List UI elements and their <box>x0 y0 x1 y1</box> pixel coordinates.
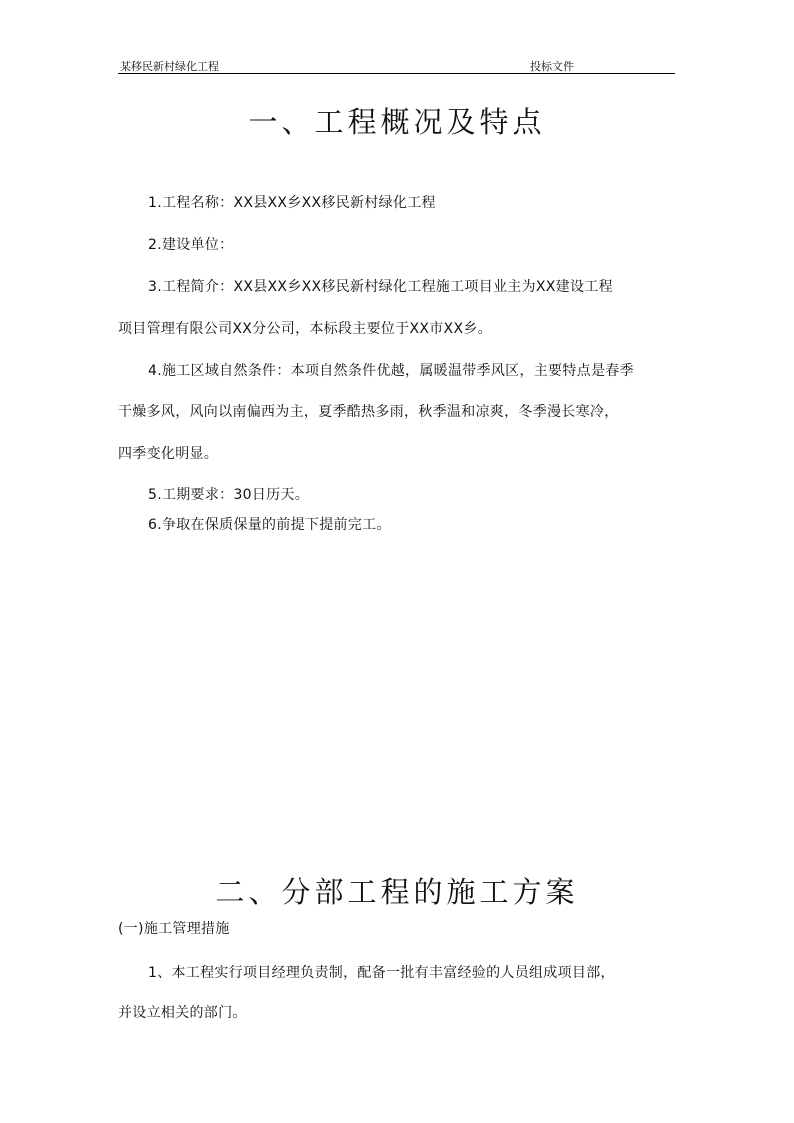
item-natural-conditions: 4.施工区域自然条件：本项自然条件优越，属暖温带季风区，主要特点是春季 <box>148 363 634 379</box>
item-quality-goal: 6.争取在保质保量的前提下提前完工。 <box>148 517 391 533</box>
item-natural-conditions-cont: 干燥多风，风向以南偏西为主，夏季酷热多雨，秋季温和凉爽，冬季漫长寒冷， <box>118 404 619 420</box>
item-project-intro-cont: 项目管理有限公司XX分公司，本标段主要位于XX市XX乡。 <box>118 321 492 337</box>
section-1-title: 一、工程概况及特点 <box>248 105 546 139</box>
item-schedule: 5.工期要求：30日历天。 <box>148 487 310 503</box>
item-project-name: 1.工程名称：XX县XX乡XX移民新村绿化工程 <box>148 195 436 211</box>
page-header <box>118 56 675 74</box>
item-natural-conditions-end: 四季变化明显。 <box>118 446 219 462</box>
subheading-management: (一)施工管理措施 <box>118 921 230 937</box>
header-project-name: 某移民新村绿化工程 <box>120 60 219 73</box>
item-project-manager-cont: 并设立相关的部门。 <box>118 1005 247 1021</box>
header-document-type: 投标文件 <box>530 60 574 73</box>
item-project-manager: 1、本工程实行项目经理负责制，配备一批有丰富经验的人员组成项目部， <box>148 965 615 981</box>
section-2-title: 二、分部工程的施工方案 <box>215 875 579 909</box>
item-project-intro: 3.工程简介：XX县XX乡XX移民新村绿化工程施工项目业主为XX建设工程 <box>148 279 613 295</box>
item-construction-unit: 2.建设单位： <box>148 237 234 253</box>
